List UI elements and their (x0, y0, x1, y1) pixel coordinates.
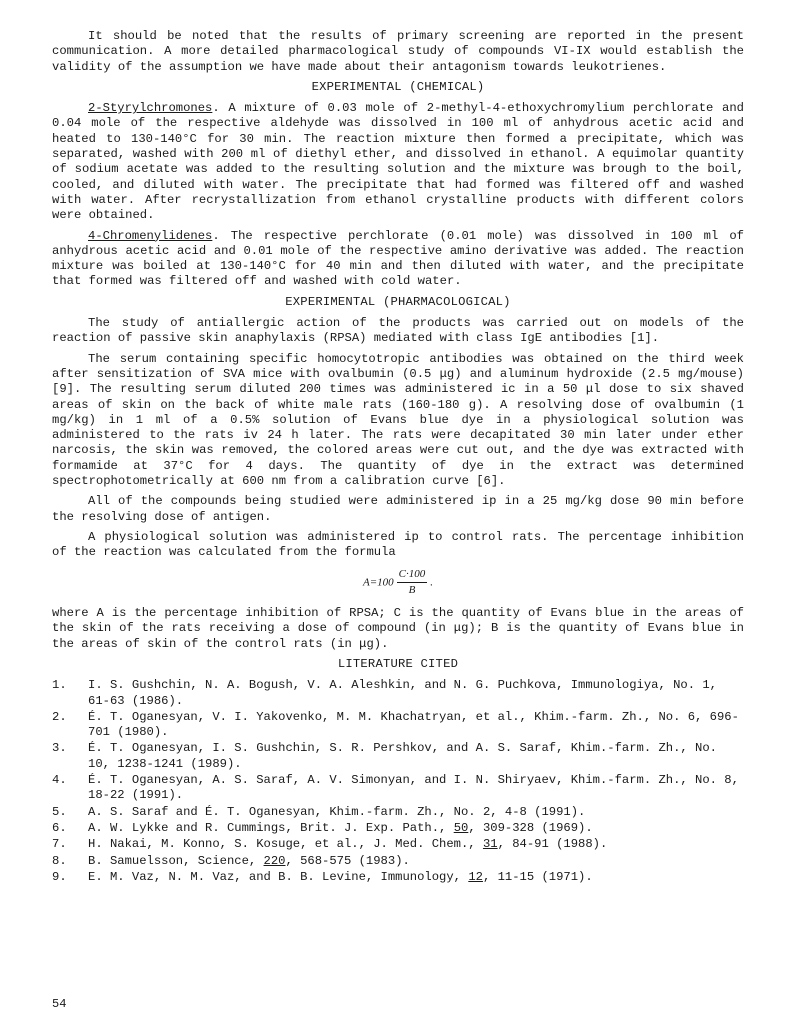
reference-citation: É. T. Oganesyan, I. S. Gushchin, S. R. Pershkov, and A. S. Saraf, Khim.-farm. Zh., No. 10, 1238-1241 (1989). (88, 741, 717, 771)
reference-text (88, 870, 744, 885)
reference-item (52, 773, 744, 804)
reference-citation: É. T. Oganesyan, A. S. Saraf, A. V. Simonyan, and I. N. Shiryaev, Khim.-farm. Zh., No. 8, 18-22 (1991). (88, 773, 739, 803)
reference-citation: H. Nakai, M. Konno, S. Kosuge, et al., J. Med. Chem., (88, 837, 483, 852)
reference-citation: A. W. Lykke and R. Cummings, Brit. J. Exp. Path., (88, 820, 454, 835)
formula-end: . (430, 575, 433, 588)
reference-item (52, 837, 744, 852)
styrylchromones-paragraph (52, 101, 744, 223)
reference-citation: E. M. Vaz, N. M. Vaz, and B. B. Levine, Immunology, (88, 869, 469, 884)
pharm-paragraph-1: The study of antiallergic action of the products was carried out on models of the reaction of passive skin anaphylaxis (RPSA) mediated with class IgE antibodies [1]. (52, 316, 744, 346)
reference-item (52, 821, 744, 836)
reference-number: 4. (52, 773, 67, 788)
chromenylidenes-term: 4-Chromenylidenes (88, 228, 213, 243)
reference-text (88, 741, 744, 772)
reference-number: 6. (52, 820, 67, 835)
reference-number: 5. (52, 804, 67, 819)
reference-pages: , 309-328 (1969). (468, 820, 593, 835)
reference-citation: B. Samuelsson, Science, (88, 853, 264, 868)
reference-text (88, 854, 744, 869)
reference-number: 3. (52, 741, 67, 756)
reference-item (52, 854, 744, 869)
reference-list (52, 678, 744, 885)
reference-item (52, 710, 744, 741)
reference-item (52, 741, 744, 772)
reference-text (88, 773, 744, 804)
formula-lhs: A=100 (363, 575, 394, 588)
reference-pages: , 568-575 (1983). (285, 853, 410, 868)
body-text (52, 29, 744, 886)
pharm-paragraph-4: A physiological solution was administered ip to control rats. The percentage inhibition of the reaction was calculated from the formula (52, 529, 744, 560)
reference-pages: , 11-15 (1971). (482, 869, 593, 884)
reference-item (52, 805, 744, 820)
styrylchromones-term: 2-Styrylchromones (88, 101, 213, 116)
literature-heading: LITERATURE CITED (337, 656, 459, 671)
reference-number: 8. (52, 853, 67, 868)
formula-numerator: C·100 (397, 567, 428, 583)
reference-number: 2. (52, 709, 67, 724)
styrylchromones-text: . A mixture of 0.03 mole of 2-methyl-4-ethoxychromylium perchlorate and 0.04 mole of the respective aldehyde was dissolved in 100 ml of anhydrous acetic acid and heated to 130-140°C for 30 min. The reaction mixture then formed a precipitate, which was separated, washed with 200 ml of diethyl ether, and dissolved in ethanol. A equimolar quantity of sodium acetate was added to the resulting solution and the mixture was brough to the boil, cooled, and diluted with water. The precipitate that had formed was filtered off and washed with water. After recrystallization from ethanol crystalline products with different colors were obtained. (52, 101, 744, 223)
reference-citation: É. T. Oganesyan, V. I. Yakovenko, M. M. Khachatryan, et al., Khim.-farm. Zh., No. 6, 696-701 (1980). (88, 709, 739, 740)
reference-text (88, 805, 744, 820)
inhibition-formula (52, 567, 744, 599)
intro-paragraph: It should be noted that the results of primary screening are reported in the present communication. A more detailed pharmacological study of compounds VI-IX would establish the validity of the assumption we have made about their antagonism towards leukotrienes. (52, 29, 744, 74)
reference-item (52, 678, 744, 709)
reference-pages: , 84-91 (1988). (497, 837, 608, 852)
pharmacological-heading: EXPERIMENTAL (PHARMACOLOGICAL) (285, 294, 511, 309)
reference-volume: 31 (482, 837, 498, 852)
reference-number: 9. (52, 869, 67, 884)
formula-denominator: B (408, 583, 416, 596)
reference-text (88, 837, 744, 852)
pharm-paragraph-5: where A is the percentage inhibition of RPSA; C is the quantity of Evans blue in the areas of the skin of the rats receiving a dose of compound (in μg); B is the quantity of Evans blue in the areas of skin of the control rats (in μg). (52, 606, 744, 651)
reference-citation: I. S. Gushchin, N. A. Bogush, V. A. Aleshkin, and N. G. Puchkova, Immunologiya, No. 1, 61-63 (1986). (88, 678, 717, 708)
reference-volume: 220 (263, 853, 286, 868)
reference-number: 7. (52, 837, 67, 852)
reference-text (88, 710, 744, 741)
reference-citation: A. S. Saraf and É. T. Oganesyan, Khim.-farm. Zh., No. 2, 4-8 (1991). (88, 804, 586, 819)
reference-text (88, 821, 744, 836)
page-number: 54 (52, 997, 67, 1011)
pharm-paragraph-2: The serum containing specific homocytotropic antibodies was obtained on the third week after sensitization of SVA mice with ovalbumin (0.5 μg) and aluminum hydroxide (2.5 mg/mouse) [9]. The resulting serum diluted 200 times was administered ic in a 50 μl dose to six shaved areas of skin on the back of white male rats (160-180 g). A resolving dose of ovalbumin (1 mg/kg) in 1 ml of a 0.5% solution of Evans blue dye in a physiological solution was administered to the rats iv 24 h later. The rats were decapitated 30 min later under ether narcosis, the skin was removed, the colored areas were cut out, and the dye was extracted with formamide at 37°C for 4 days. The quantity of dye in the extract was determined spectrophotometrically at 600 nm from a calibration curve [6]. (52, 351, 744, 489)
formula-fraction (397, 567, 428, 599)
chromenylidenes-text: . The respective perchlorate (0.01 mole) was dissolved in 100 ml of anhydrous acetic acid and 0.01 mole of the respective amino derivative was added. The reaction mixture was boiled at 130-140°C for 40 min and then diluted with water, and the precipitate that formed was filtered off and washed with cold water. (52, 228, 744, 289)
reference-volume: 12 (468, 869, 483, 884)
chromenylidenes-paragraph (52, 229, 744, 290)
reference-volume: 50 (453, 820, 469, 835)
reference-number: 1. (52, 678, 67, 693)
reference-item (52, 870, 744, 885)
reference-text (88, 678, 744, 709)
chemical-heading: EXPERIMENTAL (CHEMICAL) (311, 79, 485, 94)
pharm-paragraph-3: All of the compounds being studied were administered ip in a 25 mg/kg dose 90 min before the resolving dose of antigen. (52, 494, 744, 524)
